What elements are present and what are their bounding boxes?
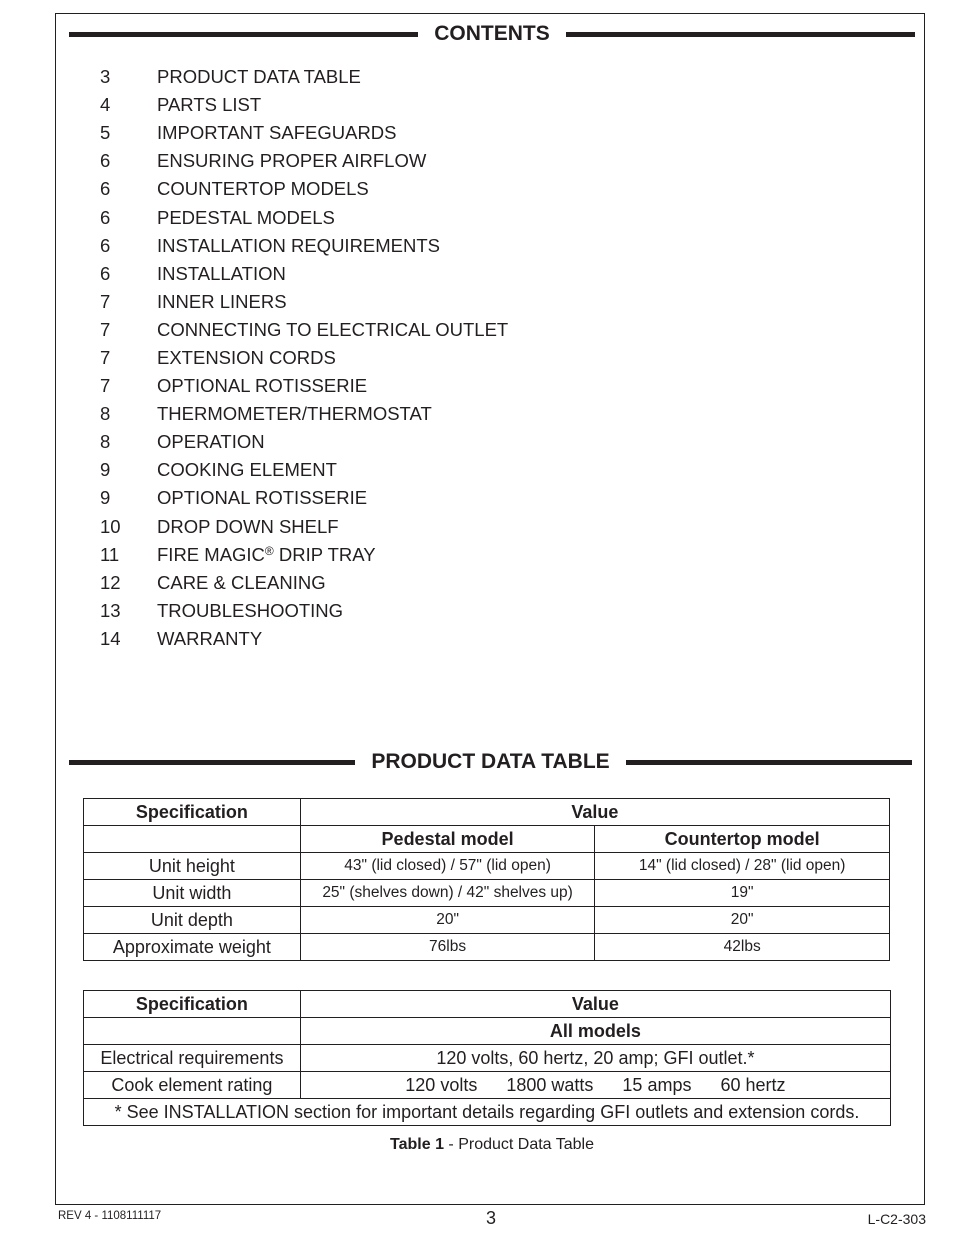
toc-page-number: 6 [100,150,111,172]
toc-item [100,400,508,428]
toc-title [157,600,343,622]
toc-item [100,232,508,260]
spec-cell: Unit height [84,853,301,880]
dimensions-table [83,798,890,961]
toc-page-number: 6 [100,178,111,200]
toc-item [100,147,508,175]
toc-page-number: 14 [100,627,121,649]
toc-title [157,544,376,566]
table-of-contents [100,63,508,653]
contents-heading [69,17,915,51]
countertop-model-header: Countertop model [595,826,890,853]
heading-rule-left [69,32,418,37]
toc-page-number: 13 [100,599,121,621]
countertop-cell: 14" (lid closed) / 28" (lid open) [595,853,890,880]
empty-cell [84,826,301,853]
table-row [84,880,890,907]
countertop-cell: 19" [595,880,890,907]
table-row [84,1045,891,1072]
toc-item [100,513,508,541]
toc-item [100,91,508,119]
spec-cell: Electrical requirements [84,1045,301,1072]
toc-title [157,150,426,172]
cook-hertz: 60 hertz [720,1074,786,1095]
toc-item [100,260,508,288]
toc-title-text: OPERATION [157,431,265,453]
table-note: * See INSTALLATION section for important details regarding GFI outlets and extension cords. [84,1099,891,1126]
table-row [84,934,890,961]
toc-title [157,431,265,453]
toc-title [157,628,262,650]
toc-page-number: 11 [100,543,120,565]
spec-cell: Unit depth [84,907,301,934]
toc-title [157,122,397,144]
toc-title [157,66,361,88]
toc-title-text: ENSURING PROPER AIRFLOW [157,150,427,172]
toc-title [157,291,287,313]
toc-title [157,516,339,538]
toc-title-text: PRODUCT DATA TABLE [157,66,361,88]
toc-title [157,263,286,285]
toc-title-text: CARE & CLEANING [157,571,326,593]
toc-item [100,203,508,231]
toc-page-number: 10 [100,515,121,537]
toc-item [100,288,508,316]
toc-title [157,178,369,200]
toc-title-text: TROUBLESHOOTING [157,599,344,621]
toc-item [100,316,508,344]
heading-rule-left [69,760,355,765]
toc-title-text: WARRANTY [157,627,263,649]
toc-title-text: OPTIONAL ROTISSERIE [157,375,368,397]
empty-cell [84,1018,301,1045]
page-number: 3 [486,1208,497,1228]
all-models-header: All models [300,1018,890,1045]
toc-title-suffix: DRIP TRAY [273,543,376,565]
pedestal-cell: 20" [300,907,595,934]
toc-title-text: INNER LINERS [157,290,287,312]
table-row [84,907,890,934]
toc-page-number: 6 [100,206,111,228]
product-data-title: PRODUCT DATA TABLE [371,750,610,773]
toc-title-text: DROP DOWN SHELF [157,515,339,537]
pedestal-cell: 43" (lid closed) / 57" (lid open) [300,853,595,880]
toc-title [157,572,326,594]
toc-title-text: FIRE MAGIC [157,543,265,565]
toc-page-number: 5 [100,122,111,144]
toc-title-text: CONNECTING TO ELECTRICAL OUTLET [157,318,509,340]
toc-page-number: 12 [100,571,121,593]
caption-label: Table 1 [390,1136,444,1153]
heading-rule-right [626,760,912,765]
spec-cell: Cook element rating [84,1072,301,1099]
toc-page-number: 6 [100,262,111,284]
pedestal-model-header: Pedestal model [300,826,595,853]
toc-title [157,319,508,341]
toc-page-number: 7 [100,318,111,340]
table-caption [0,1136,954,1154]
value-cell: 120 volts, 60 hertz, 20 amp; GFI outlet.* [300,1045,890,1072]
value-header: Value [300,799,889,826]
spec-cell: Unit width [84,880,301,907]
toc-title [157,94,261,116]
table-header-row [84,991,891,1018]
toc-item [100,344,508,372]
toc-item [100,428,508,456]
cook-volts: 120 volts [405,1074,478,1095]
toc-title [157,207,335,229]
specification-header: Specification [84,991,301,1018]
toc-title-text: COOKING ELEMENT [157,459,337,481]
toc-page-number: 8 [100,403,111,425]
cook-watts: 1800 watts [506,1074,594,1095]
caption-text: - Product Data Table [443,1136,594,1153]
toc-title [157,235,440,257]
toc-title-text: IMPORTANT SAFEGUARDS [157,122,397,144]
toc-page-number: 3 [100,66,111,88]
pedestal-cell: 25" (shelves down) / 42" shelves up) [300,880,595,907]
toc-item [100,63,508,91]
toc-item [100,119,508,147]
toc-item [100,597,508,625]
toc-title-text: THERMOMETER/THERMOSTAT [157,403,432,425]
table-note-row [84,1099,891,1126]
table-row [84,1072,891,1099]
electrical-table [83,990,891,1126]
toc-item [100,175,508,203]
toc-page-number: 8 [100,431,111,453]
contents-title: CONTENTS [434,22,550,45]
toc-page-number: 9 [100,487,111,509]
toc-item [100,484,508,512]
toc-item [100,456,508,484]
value-cell [300,1072,890,1099]
toc-title-text: INSTALLATION REQUIREMENTS [157,234,441,256]
cook-amps: 15 amps [622,1074,692,1095]
toc-item [100,569,508,597]
document-code: L-C2-303 [867,1211,926,1227]
toc-title [157,459,337,481]
toc-title [157,375,367,397]
toc-title-text: PARTS LIST [157,94,262,116]
toc-page-number: 7 [100,346,111,368]
specification-header: Specification [84,799,301,826]
table-header-row [84,799,890,826]
table-row [84,853,890,880]
toc-title [157,347,336,369]
pedestal-cell: 76lbs [300,934,595,961]
table-subheader-row [84,826,890,853]
table-subheader-row [84,1018,891,1045]
toc-item [100,625,508,653]
value-header: Value [300,991,890,1018]
toc-title-text: PEDESTAL MODELS [157,206,335,228]
toc-item [100,541,508,569]
toc-title-text: EXTENSION CORDS [157,346,336,368]
countertop-cell: 42lbs [595,934,890,961]
toc-title-text: COUNTERTOP MODELS [157,178,369,200]
toc-title [157,403,432,425]
toc-title-text: OPTIONAL ROTISSERIE [157,487,368,509]
revision-code: REV 4 - 1108111117 [58,1210,162,1222]
spec-cell: Approximate weight [84,934,301,961]
toc-title [157,487,367,509]
toc-title-text: INSTALLATION [157,262,286,284]
toc-page-number: 4 [100,94,111,116]
toc-item [100,372,508,400]
registered-mark: ® [264,543,274,558]
toc-page-number: 7 [100,290,111,312]
toc-page-number: 9 [100,459,111,481]
toc-page-number: 7 [100,375,111,397]
toc-page-number: 6 [100,234,111,256]
countertop-cell: 20" [595,907,890,934]
product-data-heading [69,746,912,778]
heading-rule-right [566,32,915,37]
